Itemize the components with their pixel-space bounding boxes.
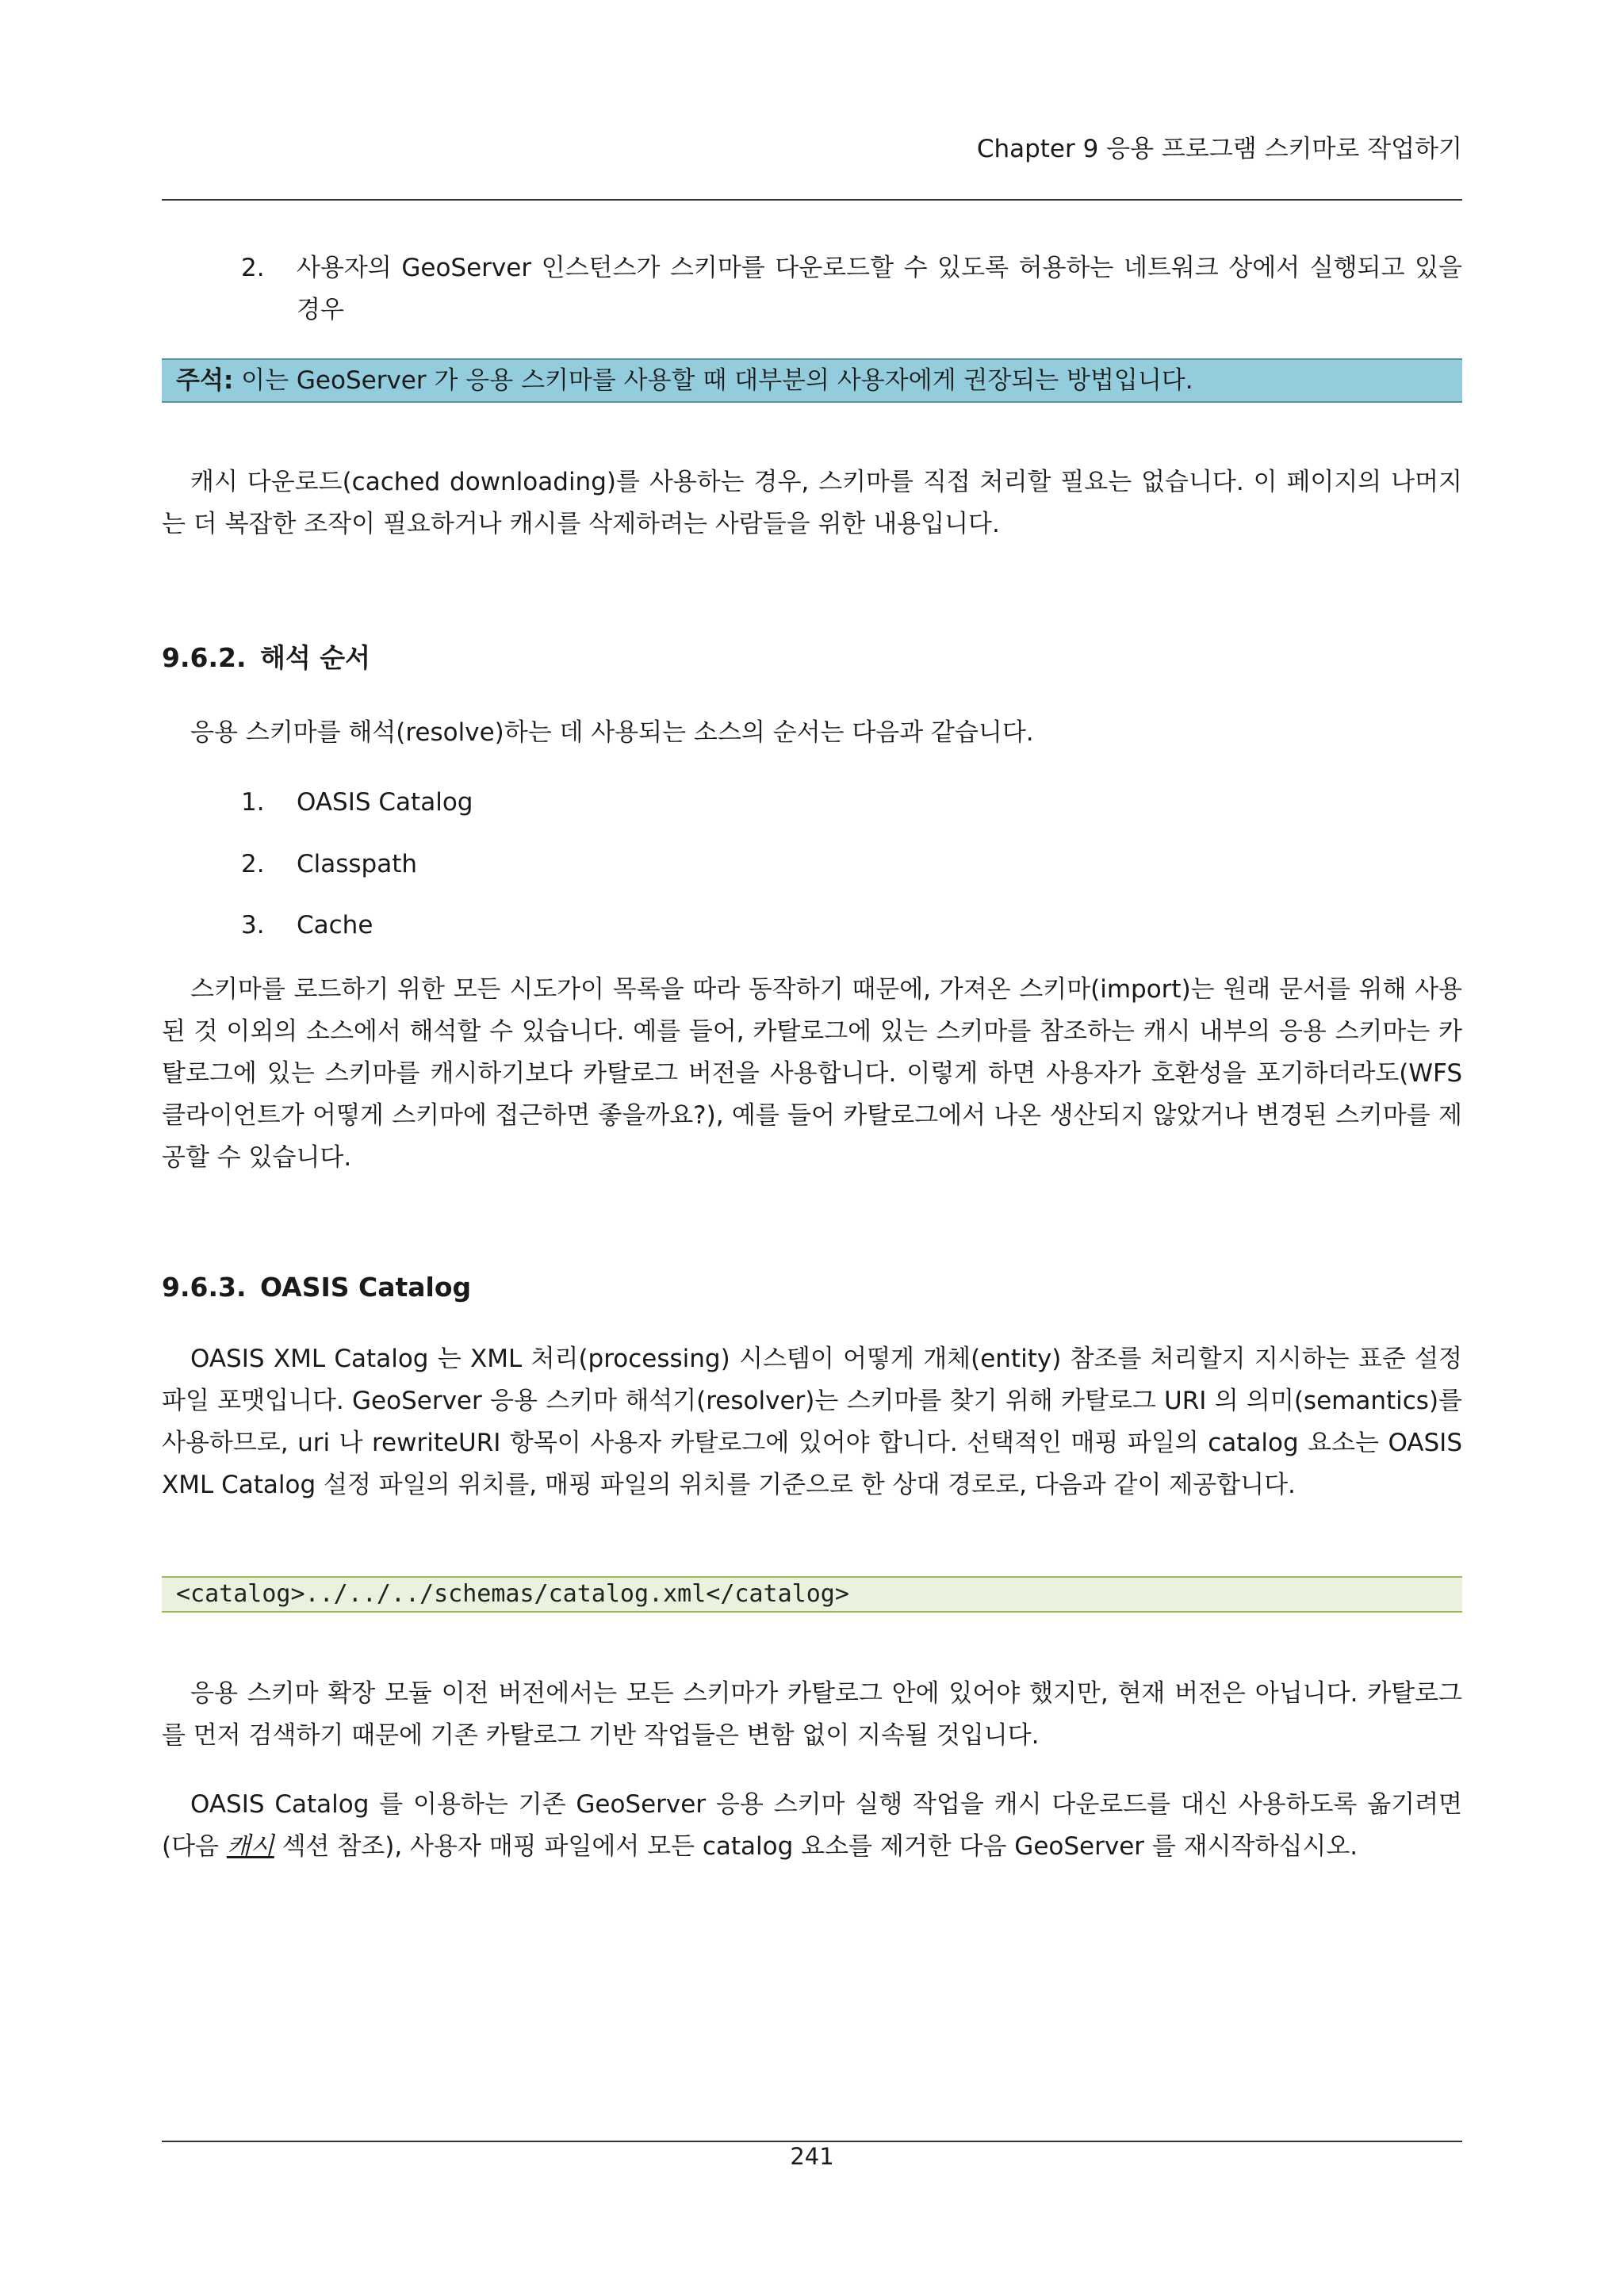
header-rule: [162, 199, 1462, 201]
section-title: 해석 순서: [260, 642, 371, 673]
section-962-body: [162, 969, 1462, 1179]
list-item-number: 2.: [241, 850, 265, 878]
list-item-text: 사용자의 GeoServer 인스턴스가 스키마를 다운로드할 수 있도록 허용하는 네트워크 상에서 실행되고 있을 경우: [297, 254, 1462, 324]
note-text: 이는 GeoServer 가 응용 스키마를 사용할 때 대부분의 사용자에게 권장되는 방법입니다.: [241, 366, 1193, 395]
code-block: <catalog>../../../schemas/catalog.xml</catalog>: [162, 1576, 1462, 1613]
cache-section-link[interactable]: 캐시: [226, 1832, 274, 1861]
paragraph-text: 스키마를 로드하기 위한 모든 시도가이 목록을 따라 동작하기 때문에, 가져온 스키마(import)는 원래 문서를 위해 사용된 것 이외의 소스에서 해석할 수 있습니다. 예를 들어, 카탈로그에 있는 스키마를 참조하는 캐시 내부의 응용 스키마는 카탈로그에 있는 스키마를 캐시하기보다 카탈로그 버전을 사용합니다. 이렇게 하면 사용자가 호환성을 포기하더라도(WFS 클라이언트가 어떻게 스키마에 접근하면 좋을까요?), 예를 들어 카탈로그에서 나온 생산되지 않았거나 변경된 스키마를 제공할 수 있습니다.: [162, 975, 1462, 1172]
paragraph-text: 캐시 다운로드(cached downloading)를 사용하는 경우, 스키마를 직접 처리할 필요는 없습니다. 이 페이지의 나머지는 더 복잡한 조작이 필요하거나 캐시를 삭제하려는 사람들을 위한 내용입니다.: [162, 468, 1462, 538]
paragraph-text-after: 섹션 참조), 사용자 매핑 파일에서 모든 catalog 요소를 제거한 다음 GeoServer 를 재시작하십시오.: [274, 1832, 1358, 1861]
page-number: 241: [790, 2143, 834, 2170]
section-heading-962: [162, 641, 370, 675]
section-963-para3: [162, 1784, 1462, 1868]
section-963-para2: [162, 1673, 1462, 1757]
list-item-number: 1.: [241, 788, 265, 817]
resolution-order-list: [162, 782, 1462, 948]
list-item-number: 3.: [241, 911, 265, 939]
section-number: 9.6.2.: [162, 642, 247, 673]
paragraph-text-before: OASIS Catalog 를 이용하는 기존 GeoServer 응용 스키마 실행 작업을 캐시 다운로드를 대신 사용하도록 옮기려면(다음: [162, 1790, 1462, 1861]
list-item-text: OASIS Catalog: [297, 788, 473, 817]
section-963-body: [162, 1338, 1462, 1506]
note-box: [162, 358, 1462, 403]
paragraph-text: 응용 스키마를 해석(resolve)하는 데 사용되는 소스의 순서는 다음과 같습니다.: [190, 718, 1034, 747]
running-header: Chapter 9 응용 프로그램 스키마로 작업하기: [976, 135, 1462, 163]
paragraph-text: 응용 스키마 확장 모듈 이전 버전에서는 모든 스키마가 카탈로그 안에 있어야 했지만, 현재 버전은 아닙니다. 카탈로그를 먼저 검색하기 때문에 기존 카탈로그 기반 작업들은 변함 없이 지속될 것입니다.: [162, 1679, 1462, 1750]
section-title: OASIS Catalog: [260, 1272, 472, 1303]
paragraph-text: OASIS XML Catalog 는 XML 처리(processing) 시스템이 어떻게 개체(entity) 참조를 처리할지 지시하는 표준 설정 파일 포맷입니다. GeoServer 응용 스키마 해석기(resolver)는 스키마를 찾기 위해 카탈로그 URI 의 의미(semantics)를 사용하므로, uri 나 rewriteURI 항목이 사용자 카탈로그에 있어야 합니다. 선택적인 매핑 파일의 catalog 요소는 OASIS XML Catalog 설정 파일의 위치를, 매핑 파일의 위치를 기준으로 한 상대 경로로, 다음과 같이 제공합니다.: [162, 1345, 1462, 1499]
list-item-text: Classpath: [297, 850, 418, 878]
section-heading-963: [162, 1270, 471, 1305]
paragraph-text: [162, 1784, 1462, 1868]
intro-list: [162, 247, 1462, 335]
section-number: 9.6.3.: [162, 1272, 247, 1303]
paragraph-cache: [162, 461, 1462, 545]
note-label: 주석:: [176, 366, 234, 395]
section-962-intro: [162, 712, 1462, 754]
list-item-text: Cache: [297, 911, 373, 939]
list-item-number: 2.: [241, 254, 265, 282]
